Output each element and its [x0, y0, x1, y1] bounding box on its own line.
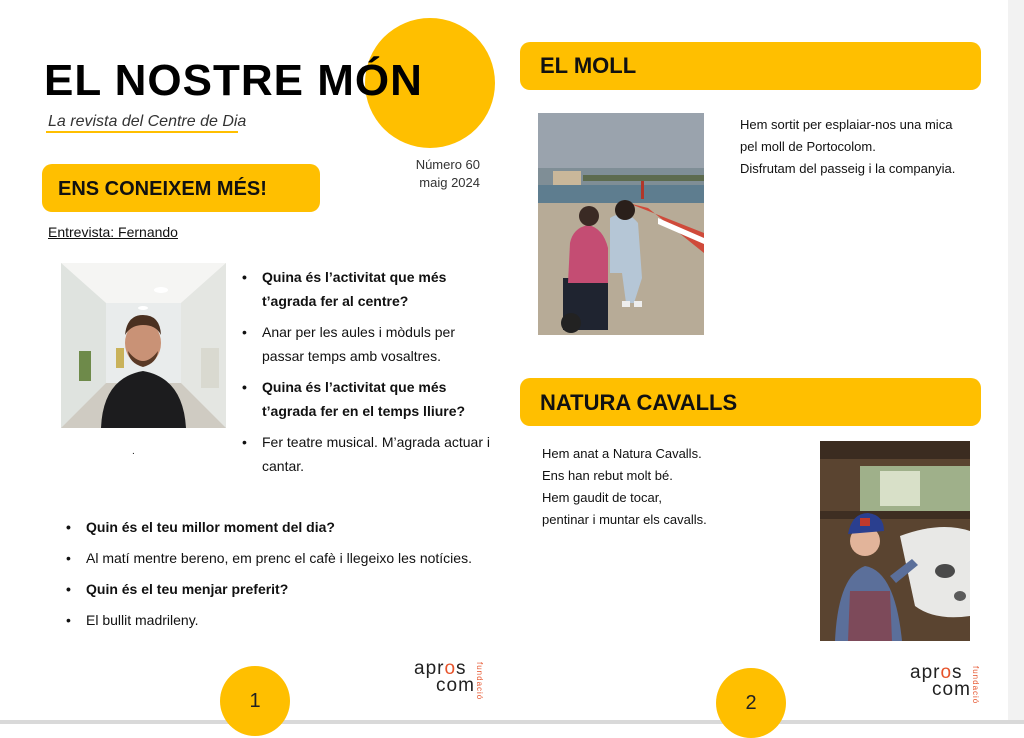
section-banner-natura-cavalls: [520, 378, 981, 426]
page-gutter: [1008, 0, 1024, 724]
natura-line-2: Ens han rebut molt bé.: [542, 468, 673, 483]
natura-line-4: pentinar i muntar els cavalls.: [542, 512, 707, 527]
qa-list-bottom: [64, 515, 504, 639]
answer-1: • Anar per les aules i mòduls per passar temps amb vosaltres.: [240, 320, 490, 368]
natura-line-1: Hem anat a Natura Cavalls.: [542, 446, 702, 461]
el-moll-line-1: Hem sortit per esplaiar-nos una mica: [740, 117, 953, 132]
question-2: • Quina és l’activitat que més t’agrada fer en el temps lliure?: [240, 375, 490, 423]
issue-number: Número 60: [415, 157, 480, 172]
natura-cavalls-text: [542, 443, 782, 531]
answer-3: • Al matí mentre bereno, em prenc el cafè i llegeixo les notícies.: [64, 546, 504, 570]
answer-2: • Fer teatre musical. M’agrada actuar i cantar.: [240, 430, 490, 478]
el-moll-line-3: Disfrutam del passeig i la companyia.: [740, 161, 956, 176]
el-moll-photo: [538, 113, 704, 335]
section-banner-el-moll: [520, 42, 981, 90]
subtitle-underline: [46, 131, 238, 133]
question-4: • Quin és el teu menjar preferit?: [64, 577, 504, 601]
natura-cavalls-photo: [820, 441, 970, 641]
pier-image: [538, 113, 704, 335]
page-number-2: 2: [716, 668, 786, 738]
section-title-natura-cavalls: NATURA CAVALLS: [540, 390, 738, 415]
issue-date: maig 2024: [419, 175, 480, 190]
stable-image: [820, 441, 970, 641]
section-title-el-moll: EL MOLL: [540, 53, 637, 78]
answer-4: • El bullit madrileny.: [64, 608, 504, 632]
magazine-subtitle: La revista del Centre de Dia: [48, 113, 247, 130]
interview-label: Entrevista: Fernando: [48, 224, 178, 240]
interview-photo: [61, 263, 226, 428]
question-1: • Quina és l’activitat que més t’agrada fer al centre?: [240, 265, 490, 313]
photo-dot: .: [132, 446, 135, 457]
section-title: ENS CONEIXEM MÉS!: [58, 178, 267, 200]
question-3: • Quin és el teu millor moment del dia?: [64, 515, 504, 539]
apros-logo-right: apros com fundació: [910, 662, 980, 705]
el-moll-text: [740, 114, 980, 180]
magazine-title: EL NOSTRE MÓN: [44, 56, 423, 105]
section-banner-ens-coneixem: [42, 164, 320, 212]
el-moll-line-2: pel moll de Portocolom.: [740, 139, 876, 154]
portrait-image: [61, 263, 226, 428]
apros-logo-left: apros com fundació: [414, 658, 484, 701]
natura-line-3: Hem gaudit de tocar,: [542, 490, 662, 505]
page-number-1: 1: [220, 666, 290, 736]
issue-info: [380, 156, 480, 192]
page-bottom-edge: [0, 720, 1024, 724]
qa-list-top: [240, 265, 490, 485]
